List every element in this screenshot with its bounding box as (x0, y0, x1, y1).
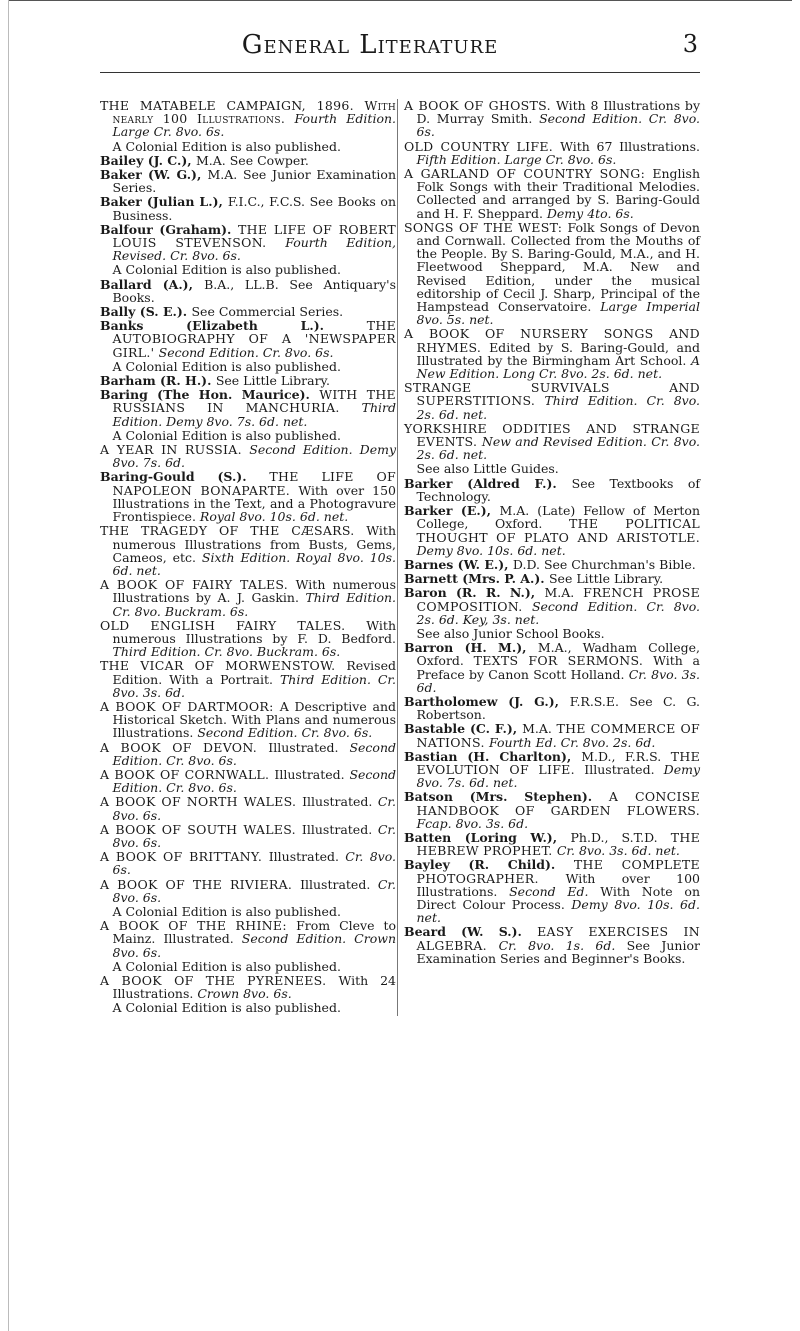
edition-details: Cr. 8vo. 1s. 6d. (498, 937, 627, 953)
book-title: A YEAR IN RUSSIA. (100, 442, 250, 458)
edition-details: Large Imperial 8vo. 5s. net. (416, 299, 700, 328)
edition-details: Cr. 8vo. 6s. (112, 849, 396, 878)
catalogue-entry (404, 641, 700, 694)
entry-text: With numerous Illustrations by F. D. Bedford. (112, 617, 396, 646)
entry-text: F.I.C., F.C.S. See Books on Business. (112, 194, 396, 223)
catalogue-entry (100, 700, 396, 740)
edition-details: Second Edition. Cr. 8vo. 6s. (158, 344, 334, 360)
book-title: OLD COUNTRY LIFE. (404, 138, 561, 154)
book-title: OLD ENGLISH FAIRY TALES. (100, 617, 367, 633)
edition-details: Second Edition. Cr. 8vo. 6s. (416, 111, 700, 140)
catalogue-note (100, 429, 396, 442)
edition-details: Second Edition. Cr. 8vo. 6s. (197, 725, 373, 741)
author-name: Beard (W. S.). (404, 924, 538, 940)
page-number: 3 (682, 30, 698, 58)
entry-text: M.D., F.R.S. (581, 748, 671, 764)
catalogue-entry (404, 858, 700, 924)
header-rule (100, 72, 700, 73)
entry-text: With numerous Illustrations by A. J. Gaskin. (112, 577, 396, 606)
catalogue-entry (100, 168, 396, 194)
catalogue-note (404, 462, 700, 475)
entry-text: Illustrated. (274, 766, 350, 782)
book-title: THE TRAGEDY OF THE CÆSARS. (100, 523, 367, 539)
catalogue-entry (100, 223, 396, 263)
catalogue-entry (100, 99, 396, 139)
edition-details: Third Edition. Cr. 8vo. Buckram. 6s. (112, 644, 341, 660)
entry-text: Illustrated. (302, 794, 378, 810)
book-title: STRANGE SURVIVALS AND SUPERSTITIONS. (404, 380, 700, 409)
edition-details: Fifth Edition. Large Cr. 8vo. 6s. (416, 151, 617, 167)
entry-text: See Commercial Series. (191, 304, 344, 320)
entry-text: See Little Library. (548, 571, 664, 587)
edition-details: Third Edition. Cr. 8vo. Buckram. 6s. (112, 590, 397, 619)
catalogue-entry (100, 154, 396, 167)
catalogue-entry (100, 305, 396, 318)
author-name: Barham (R. H.). (100, 373, 216, 389)
edition-details: Second Edition. Demy 8vo. 7s. 6d. (112, 442, 397, 471)
entry-text: With over 100 Illustrations. (416, 870, 700, 899)
edition-details: Royal 8vo. 10s. 6d. net. (199, 509, 349, 525)
edition-details: Fcap. 8vo. 3s. 6d. (416, 815, 529, 831)
book-title: THE COMPLETE PHOTOGRAPHER. (416, 857, 700, 886)
author-name: Barnett (Mrs. P. A.). (404, 571, 549, 587)
author-name: Bastian (H. Charlton), (404, 748, 582, 764)
entry-text: M.A. See Junior Examination Series. (112, 167, 396, 196)
edition-details: Cr. 8vo. 6s. (112, 876, 396, 905)
entry-text: English Folk Songs with their Traditional Melodies. Collected and arranged by S. Baring-Gould and H. F. Sheppard. (416, 166, 700, 221)
catalogue-entry (404, 586, 700, 626)
catalogue-entry (100, 388, 396, 428)
book-title: THE POLITICAL THOUGHT OF PLATO AND ARISTOTLE. (416, 516, 700, 545)
page-left-border (8, 0, 9, 1331)
author-name: Batson (Mrs. Stephen). (404, 789, 609, 805)
entry-text: With a Preface by Canon Scott Holland. (416, 653, 700, 682)
catalogue-entry (100, 578, 396, 618)
book-title: A BOOK OF THE RIVIERA. (100, 876, 301, 892)
entry-text: A Colonial Edition is also published. (112, 427, 341, 443)
edition-details: Third Edition. Cr. 8vo. 2s. 6d. net. (416, 393, 700, 422)
right-column (397, 99, 700, 1016)
book-title: A BOOK OF SOUTH WALES. (100, 821, 302, 837)
edition-details: Cr. 8vo. 6s. (112, 794, 396, 823)
catalogue-entry (100, 850, 396, 876)
book-title: YORKSHIRE ODDITIES AND STRANGE EVENTS. (404, 420, 700, 450)
entry-text: Illustrated. (268, 739, 350, 755)
entry-text: With Note on Direct Colour Process. (416, 883, 700, 912)
catalogue-entry (404, 477, 700, 503)
catalogue-note (404, 627, 700, 640)
edition-details: Demy 4to. 6s. (546, 205, 634, 221)
edition-details: Crown 8vo. 6s. (197, 986, 292, 1002)
catalogue-entry (404, 831, 700, 857)
edition-details: Second Ed. (509, 883, 601, 899)
entry-text: B.A., LL.B. See Antiquary's Books. (112, 276, 396, 305)
book-title: FRENCH PROSE COMPOSITION. (416, 585, 700, 614)
catalogue-note (100, 960, 396, 973)
book-title: SONGS OF THE WEST: (404, 219, 568, 235)
book-title: A BOOK OF THE RHINE: (100, 918, 297, 934)
book-title: A BOOK OF FAIRY TALES. (100, 577, 296, 593)
book-title: EASY EXERCISES IN ALGEBRA. (416, 924, 701, 953)
edition-details: Second Edition. Crown 8vo. 6s. (112, 931, 396, 960)
catalogue-entry (100, 319, 396, 359)
entry-text: Illustrated. (268, 849, 346, 865)
author-name: Baron (R. R. N.), (404, 585, 545, 601)
edition-details: Demy 8vo. 10s. 6d. net. (416, 896, 700, 926)
catalogue-note (100, 263, 396, 276)
book-title: A BOOK OF THE PYRENEES. (100, 973, 339, 988)
edition-details: Fourth Ed. Cr. 8vo. 2s. 6d. (489, 734, 656, 750)
catalogue-entry (404, 422, 700, 462)
entry-text: With 24 Illustrations. (112, 973, 396, 1002)
edition-details: Cr. 8vo. 3s. 6d. (416, 666, 700, 695)
author-name: Batten (Loring W.), (404, 829, 571, 845)
entry-text: Edited by S. Baring-Gould, and Illustrated by the Birmingham Art School. (416, 339, 700, 368)
catalogue-entry (404, 558, 700, 571)
catalogue-entry (404, 722, 700, 748)
edition-details: A New Edition. Long Cr. 8vo. 2s. 6d. net. (416, 352, 700, 382)
entry-text: Revised Edition. With a Portrait. (112, 658, 396, 687)
edition-details: Cr. 8vo. 3s. 6d. net. (556, 843, 680, 859)
catalogue-entry (100, 443, 396, 469)
entry-text: Illustrated. (301, 821, 378, 837)
book-title: THE HEBREW PROPHET. (416, 829, 700, 859)
book-title: THE LIFE OF ROBERT LOUIS STEVENSON. (112, 221, 397, 251)
edition-details: Fourth Edition. Large Cr. 8vo. 6s. (112, 111, 396, 140)
author-name: Bastable (C. F.), (404, 721, 523, 737)
catalogue-entry (100, 795, 396, 821)
catalogue-entry (404, 221, 700, 327)
author-name: Barron (H. M.), (404, 640, 538, 656)
catalogue-entry (100, 195, 396, 221)
entry-text: M.A., Wadham College, Oxford. (416, 640, 700, 669)
book-title: THE COMMERCE OF NATIONS. (416, 721, 700, 750)
edition-details: Demy 8vo. 7s. 6d. net. (416, 761, 701, 791)
entry-text: Illustrated. (584, 761, 664, 777)
entry-text: M.A. (522, 721, 557, 737)
catalogue-entry (100, 919, 396, 959)
entry-text: A Colonial Edition is also published. (112, 903, 341, 919)
book-title: THE VICAR OF MORWENSTOW. (100, 658, 347, 674)
author-name: Bally (S. E.). (100, 304, 192, 320)
catalogue-note (100, 905, 396, 918)
entry-text: D.D. See Churchman's Bible. (512, 556, 696, 572)
edition-details: Demy 8vo. 10s. 6d. net. (416, 542, 566, 558)
author-name: Barnes (W. E.), (404, 556, 513, 572)
entry-text: See Textbooks of Technology. (416, 475, 700, 504)
entry-text: A Colonial Edition is also published. (112, 262, 341, 278)
entry-text: M.A. See Cowper. (196, 152, 309, 168)
book-title: A BOOK OF BRITTANY. (100, 849, 269, 865)
catalogue-entry (100, 278, 396, 304)
catalogue-entry (100, 524, 396, 577)
author-name: Barker (Aldred F.). (404, 475, 572, 491)
entry-text: See Little Library. (215, 373, 330, 389)
author-name: Balfour (Graham). (100, 221, 239, 237)
edition-details: Second Edition. Cr. 8vo. 6s. (112, 739, 396, 768)
book-title: A BOOK OF DEVON. (100, 739, 269, 755)
catalogue-entry (100, 768, 396, 794)
edition-details: Third Edition. Cr. 8vo. 3s. 6d. (112, 671, 396, 700)
edition-details: Second Edition. Cr. 8vo. 2s. 6d. Key, 3s. net. (416, 598, 700, 627)
left-column (100, 99, 396, 1016)
author-name: Bailey (J. C.), (100, 152, 196, 168)
entry-text: A Colonial Edition is also published. (112, 1000, 341, 1016)
catalogue-entry (404, 140, 700, 166)
catalogue-note (100, 360, 396, 373)
book-title: A BOOK OF GHOSTS. (404, 98, 556, 113)
catalogue-entry (404, 572, 700, 585)
author-name: Bartholomew (J. G.), (404, 693, 570, 709)
book-title: THE MATABELE CAMPAIGN, 1896. With nearly 100 Illustrations. (100, 98, 396, 127)
catalogue-entry (404, 925, 700, 965)
entry-text: M.A. (544, 585, 584, 601)
entry-text: See also Junior School Books. (416, 625, 605, 641)
entry-text: M.A. (Late) Fellow of Merton College, Oxford. (416, 503, 700, 532)
book-title: THE AUTOBIOGRAPHY OF A 'NEWSPAPER GIRL.' (112, 318, 396, 360)
entry-text: F.R.S.E. See C. G. Robertson. (416, 693, 700, 723)
book-title: A BOOK OF NURSERY SONGS AND RHYMES. (404, 326, 700, 355)
catalogue-entry (100, 659, 396, 699)
entry-text: With over 150 Illustrations in the Text, and a Photogravure Frontispiece. (112, 482, 397, 525)
catalogue-entry (100, 823, 396, 849)
entry-text: A Colonial Edition is also published. (112, 958, 341, 974)
page-header (100, 30, 700, 68)
book-title: A BOOK OF DARTMOOR: (100, 698, 280, 714)
book-title: A BOOK OF NORTH WALES. (100, 794, 303, 810)
author-name: Baker (Julian L.), (100, 194, 228, 210)
edition-details: Fourth Edition, Revised. Cr. 8vo. 6s. (112, 235, 396, 264)
edition-details: Second Edition. Cr. 8vo. 6s. (112, 766, 396, 796)
book-page (100, 30, 700, 1016)
entry-text: With 8 Illustrations by D. Murray Smith. (416, 98, 701, 127)
entry-text: From Cleve to Mainz. Illustrated. (112, 918, 396, 947)
entry-text: Illustrated. (300, 876, 378, 892)
catalogue-entry (100, 470, 396, 523)
edition-details: Third Edition. Demy 8vo. 7s. 6d. net. (112, 400, 396, 429)
edition-details: Cr. 8vo. 6s. (112, 821, 396, 850)
book-title: A BOOK OF CORNWALL. (100, 766, 275, 782)
edition-details: Sixth Edition. Royal 8vo. 10s. 6d. net. (112, 549, 397, 578)
author-name: Baker (W. G.), (100, 167, 208, 183)
catalogue-entry (100, 619, 396, 659)
book-title: TEXTS FOR SERMONS. (473, 653, 654, 669)
author-name: Bayley (R. Child). (404, 857, 574, 873)
catalogue-entry (404, 504, 700, 557)
catalogue-entry (404, 790, 700, 830)
book-title: A CONCISE HANDBOOK OF GARDEN FLOWERS. (416, 789, 701, 818)
running-head: General Literature (241, 30, 499, 60)
catalogue-entry (404, 381, 700, 421)
entry-text: See also Little Guides. (416, 461, 559, 477)
edition-details: New and Revised Edition. Cr. 8vo. 2s. 6d. net. (416, 434, 700, 463)
book-title: THE LIFE OF NAPOLEON BONAPARTE. (112, 469, 396, 498)
catalogue-entry (100, 878, 396, 904)
book-title: A GARLAND OF COUNTRY SONG: (404, 166, 653, 182)
entry-text: Folk Songs of Devon and Cornwall. Collected from the Mouths of the People. By S. Baring-Gould, M.A., and H. Fleetwood Sheppard, M.A. New and Revised Edition, under the musical editorship of Cecil J. Sharp, Principal of the Hampstead Conservatoire. (416, 219, 700, 315)
catalogue-entry (404, 695, 700, 721)
author-name: Barker (E.), (404, 503, 500, 519)
entry-text: A Colonial Edition is also published. (112, 138, 341, 154)
catalogue-entry (100, 741, 396, 767)
entry-text: Ph.D., S.T.D. (570, 829, 671, 845)
book-title: WITH THE RUSSIANS IN MANCHURIA. (112, 387, 396, 416)
catalogue-entry (404, 750, 700, 790)
catalogue-entry (100, 974, 396, 1000)
entry-text: With 67 Illustrations. (560, 138, 700, 154)
entry-text: See Junior Examination Series and Beginner's Books. (416, 937, 700, 966)
catalogue-entry (404, 99, 700, 139)
entry-text: A Descriptive and Historical Sketch. With Plans and numerous Illustrations. (112, 698, 396, 741)
catalogue-note (100, 1001, 396, 1014)
catalogue-note (100, 140, 396, 153)
entry-text: With numerous Illustrations from Busts, Gems, Cameos, etc. (112, 523, 396, 565)
page-top-border (8, 0, 792, 1)
catalogue-entry (404, 327, 700, 380)
catalogue-entry (100, 374, 396, 387)
author-name: Baring (The Hon. Maurice). (100, 387, 320, 403)
two-column-body (100, 99, 700, 1016)
catalogue-entry (404, 167, 700, 220)
book-title: THE EVOLUTION OF LIFE. (416, 748, 701, 777)
entry-text: A Colonial Edition is also published. (112, 358, 341, 374)
author-name: Banks (Elizabeth L.). (100, 318, 367, 334)
author-name: Ballard (A.), (100, 276, 205, 292)
author-name: Baring-Gould (S.). (100, 469, 270, 485)
